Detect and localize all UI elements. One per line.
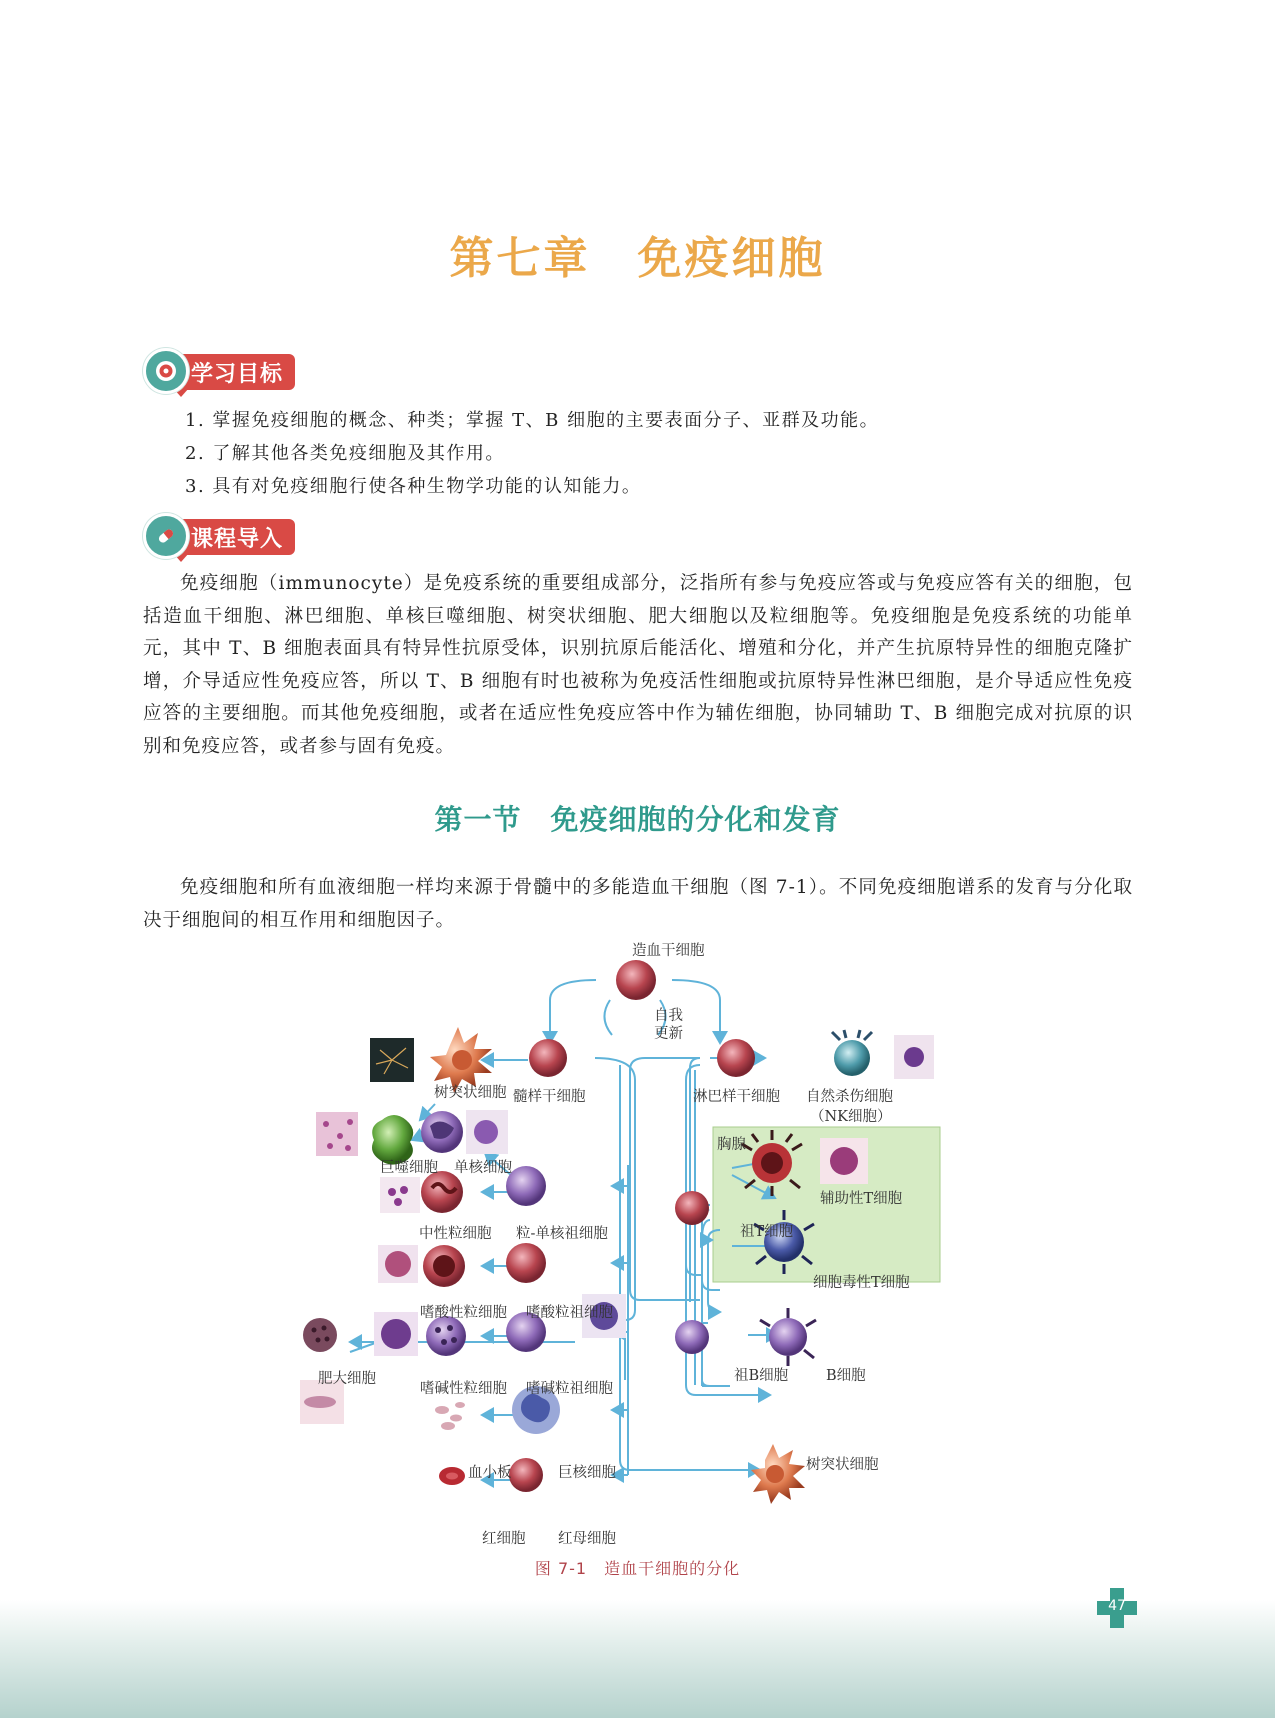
monocyte-cell — [421, 1111, 463, 1153]
neutrophil-micrograph — [380, 1177, 420, 1213]
label-eo-progenitor: 嗜酸粒祖细胞 — [526, 1305, 613, 1321]
label-nk-1: 自然杀伤细胞 — [806, 1089, 893, 1105]
label-nk-2: （NK细胞） — [810, 1109, 892, 1125]
label-gm-progenitor: 粒-单核祖细胞 — [516, 1226, 608, 1242]
label-b-cell: B细胞 — [826, 1368, 866, 1384]
platelets — [435, 1402, 465, 1430]
erythroblast-cell — [509, 1458, 543, 1492]
label-thymus: 胸腺 — [717, 1137, 746, 1153]
label-mast: 肥大细胞 — [318, 1371, 376, 1387]
nk-cell — [832, 1030, 872, 1076]
gm-progenitor-cell — [506, 1166, 546, 1206]
label-cytotoxic-t: 细胞毒性T细胞 — [813, 1275, 910, 1291]
learning-goals-list — [185, 404, 1135, 503]
eosinophil-cell — [423, 1245, 465, 1287]
page-number-badge — [1097, 1588, 1137, 1628]
pro-b-cell — [675, 1320, 709, 1354]
goal-item: 3. 具有对免疫细胞行使各种生物学功能的认知能力。 — [185, 476, 642, 497]
section-title: 第一节 免疫细胞的分化和发育 — [434, 803, 841, 836]
goal-item: 2. 了解其他各类免疫细胞及其作用。 — [185, 443, 505, 464]
macrophage-cell — [372, 1115, 413, 1165]
pro-t-cell — [675, 1191, 709, 1225]
nk-micrograph-nucleus — [904, 1047, 924, 1067]
figure-caption: 图 7-1 造血干细胞的分化 — [534, 1559, 741, 1578]
b-cell — [760, 1308, 816, 1366]
label-baso-progenitor: 嗜碱粒祖细胞 — [526, 1381, 613, 1397]
label-basophil: 嗜碱性粒细胞 — [420, 1381, 507, 1397]
label-dc-bottom: 树突状细胞 — [806, 1457, 879, 1473]
eo-progenitor-cell — [506, 1243, 546, 1283]
label-macrophage: 巨噬细胞 — [380, 1160, 438, 1176]
label-rbc: 红细胞 — [482, 1531, 526, 1547]
page-bottom-gradient — [0, 1600, 1275, 1718]
label-helper-t: 辅助性T细胞 — [820, 1191, 903, 1207]
label-lymphoid: 淋巴样干细胞 — [693, 1089, 780, 1105]
label-hsc: 造血干细胞 — [632, 943, 705, 959]
section-paragraph: 免疫细胞和所有血液细胞一样均来源于骨髓中的多能造血干细胞（图 7-1）。不同免疫细胞谱系的发育与分化取决于细胞间的相互作用和细胞因子。 — [143, 877, 1133, 931]
learning-goals-label: 学习目标 — [161, 354, 295, 390]
label-pro-b: 祖B细胞 — [734, 1368, 789, 1384]
dendritic-cell-bottom — [751, 1444, 805, 1504]
neutrophil-cell — [421, 1171, 463, 1213]
label-self-renew-2: 更新 — [654, 1026, 683, 1042]
mast-cell — [303, 1318, 337, 1352]
myeloid-stem-cell — [529, 1039, 567, 1077]
chapter-title: 第七章 免疫细胞 — [449, 233, 826, 284]
label-self-renew-1: 自我 — [654, 1008, 683, 1024]
label-platelet: 血小板 — [468, 1465, 512, 1481]
course-intro-badge — [143, 517, 295, 557]
course-intro-label: 课程导入 — [161, 519, 295, 555]
label-erythroblast: 红母细胞 — [558, 1531, 616, 1547]
hematopoiesis-diagram — [300, 940, 980, 1560]
pill-capsule-icon — [143, 513, 189, 559]
intro-paragraph: 免疫细胞（immunocyte）是免疫系统的重要组成部分，泛指所有参与免疫应答或与免疫应答有关的细胞，包括造血干细胞、淋巴细胞、单核巨噬细胞、树突状细胞、肥大细胞以及粒细胞等。免疫细胞是免疫系统的功能单元，其中 T、B 细胞表面具有特异性抗原受体，识别抗原后能活化、增殖和分化，并产生抗原特异性的细胞克隆扩增，介导适应性免疫应答，所以 T、B 细胞有时也被称为免疫活性细胞或抗原特异性淋巴细胞，是介导适应性免疫应答的主要细胞。而其他免疫细胞，或者在适应性免疫应答中作为辅佐细胞，协同辅助 T、B 细胞完成对抗原的识别和免疫应答，或者参与固有免疫。 — [143, 573, 1133, 757]
page-number: 47 — [1108, 1598, 1126, 1614]
goal-item: 1. 掌握免疫细胞的概念、种类；掌握 T、B 细胞的主要表面分子、亚群及功能。 — [185, 410, 880, 431]
red-blood-cell — [439, 1467, 465, 1485]
label-myeloid: 髓样干细胞 — [513, 1089, 586, 1105]
basophil-cell — [426, 1316, 466, 1356]
label-pro-t: 祖T细胞 — [740, 1224, 794, 1240]
lymphoid-stem-cell — [717, 1039, 755, 1077]
learning-goals-badge — [143, 352, 295, 392]
target-icon — [143, 348, 189, 394]
macrophage-micrograph — [316, 1112, 358, 1156]
label-megakaryocyte: 巨核细胞 — [558, 1465, 616, 1481]
label-monocyte: 单核细胞 — [454, 1160, 512, 1176]
label-neutrophil: 中性粒细胞 — [419, 1226, 492, 1242]
label-dc-top: 树突状细胞 — [434, 1085, 507, 1101]
label-eosinophil: 嗜酸性粒细胞 — [420, 1305, 507, 1321]
hsc-cell — [616, 960, 656, 1000]
